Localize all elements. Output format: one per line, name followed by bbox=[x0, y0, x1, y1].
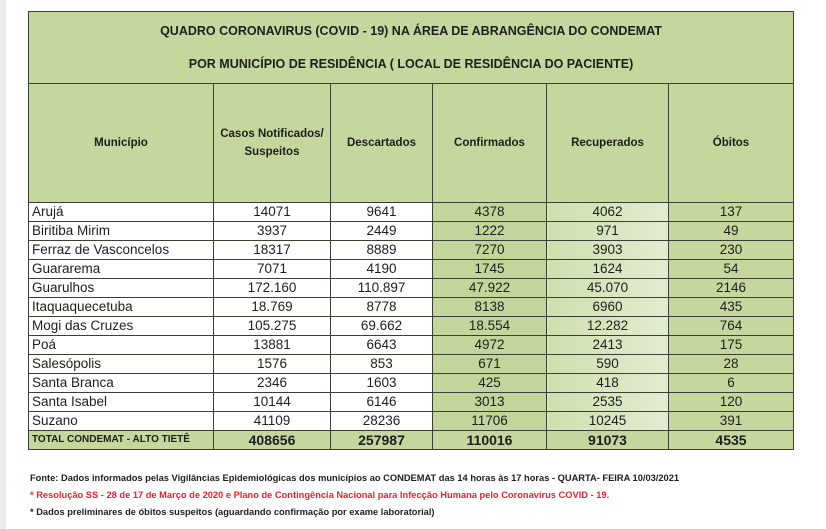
cell-recuperados: 45.070 bbox=[547, 279, 669, 298]
header-descartados: Descartados bbox=[331, 84, 433, 203]
cell-casos: 18317 bbox=[214, 241, 331, 260]
cell-casos: 13881 bbox=[214, 336, 331, 355]
cell-casos: 105.275 bbox=[214, 317, 331, 336]
cell-descartados: 28236 bbox=[331, 412, 433, 431]
table-row bbox=[29, 241, 794, 260]
header-municipio: Município bbox=[29, 84, 214, 203]
cell-casos: 14071 bbox=[214, 203, 331, 222]
cell-descartados: 1603 bbox=[331, 374, 433, 393]
cell-casos: 1576 bbox=[214, 355, 331, 374]
cell-confirmados: 1222 bbox=[433, 222, 547, 241]
cell-casos: 2346 bbox=[214, 374, 331, 393]
footnote-preliminary: * Dados preliminares de óbitos suspeitos (aguardando confirmação por exame laboratorial) bbox=[30, 507, 435, 517]
covid-table bbox=[28, 11, 794, 450]
cell-descartados: 8778 bbox=[331, 298, 433, 317]
table-row bbox=[29, 393, 794, 412]
cell-obitos: 2146 bbox=[669, 279, 794, 298]
cell-confirmados: 671 bbox=[433, 355, 547, 374]
footnote-source: Fonte: Dados informados pelas Vigilâncias Epidemiológicas dos municípios ao CONDEMAT das 14 horas às 17 horas - QUARTA- FEIRA 10/03/2021 bbox=[30, 473, 680, 483]
cell-descartados: 8889 bbox=[331, 241, 433, 260]
cell-obitos: 764 bbox=[669, 317, 794, 336]
cell-obitos: 120 bbox=[669, 393, 794, 412]
cell-descartados: 4190 bbox=[331, 260, 433, 279]
total-label: TOTAL CONDEMAT - ALTO TIETÊ bbox=[29, 431, 214, 450]
cell-obitos: 6 bbox=[669, 374, 794, 393]
cell-obitos: 28 bbox=[669, 355, 794, 374]
cell-municipio: Mogi das Cruzes bbox=[29, 317, 214, 336]
table-title bbox=[29, 12, 794, 84]
table-row bbox=[29, 317, 794, 336]
header-casos-line2: Suspeitos bbox=[244, 146, 300, 158]
cell-confirmados: 4378 bbox=[433, 203, 547, 222]
cell-casos: 7071 bbox=[214, 260, 331, 279]
cell-descartados: 69.662 bbox=[331, 317, 433, 336]
cell-casos: 41109 bbox=[214, 412, 331, 431]
cell-confirmados: 4972 bbox=[433, 336, 547, 355]
cell-descartados: 110.897 bbox=[331, 279, 433, 298]
cell-confirmados: 8138 bbox=[433, 298, 547, 317]
header-confirmados: Confirmados bbox=[433, 84, 547, 203]
table-row bbox=[29, 260, 794, 279]
cell-descartados: 2449 bbox=[331, 222, 433, 241]
cell-recuperados: 971 bbox=[547, 222, 669, 241]
title-line-1: QUADRO CORONAVIRUS (COVID - 19) NA ÁREA DE ABRANGÊNCIA DO CONDEMAT bbox=[160, 24, 662, 38]
cell-recuperados: 2535 bbox=[547, 393, 669, 412]
total-confirmados: 110016 bbox=[433, 431, 547, 450]
cell-obitos: 435 bbox=[669, 298, 794, 317]
footnotes bbox=[30, 470, 820, 521]
cell-municipio: Salesópolis bbox=[29, 355, 214, 374]
header-obitos: Óbitos bbox=[669, 84, 794, 203]
cell-descartados: 853 bbox=[331, 355, 433, 374]
cell-recuperados: 10245 bbox=[547, 412, 669, 431]
cell-casos: 3937 bbox=[214, 222, 331, 241]
cell-obitos: 175 bbox=[669, 336, 794, 355]
table-row bbox=[29, 279, 794, 298]
cell-recuperados: 4062 bbox=[547, 203, 669, 222]
header-recuperados: Recuperados bbox=[547, 84, 669, 203]
footnote-resolution: * Resolução SS - 28 de 17 de Março de 2020 e Plano de Contingência Nacional para Infecção Humana pelo Coronavírus COVID - 19. bbox=[30, 490, 610, 500]
left-edge-strip bbox=[0, 0, 6, 529]
cell-obitos: 49 bbox=[669, 222, 794, 241]
header-casos-line1: Casos Notificados/ bbox=[220, 128, 324, 140]
cell-recuperados: 1624 bbox=[547, 260, 669, 279]
cell-recuperados: 3903 bbox=[547, 241, 669, 260]
cell-municipio: Ferraz de Vasconcelos bbox=[29, 241, 214, 260]
table-row bbox=[29, 336, 794, 355]
cell-municipio: Guarulhos bbox=[29, 279, 214, 298]
cell-descartados: 9641 bbox=[331, 203, 433, 222]
cell-recuperados: 6960 bbox=[547, 298, 669, 317]
title-line-2: POR MUNICÍPIO DE RESIDÊNCIA ( LOCAL DE RESIDÊNCIA DO PACIENTE) bbox=[188, 57, 634, 71]
cell-municipio: Arujá bbox=[29, 203, 214, 222]
cell-municipio: Poá bbox=[29, 336, 214, 355]
cell-casos: 10144 bbox=[214, 393, 331, 412]
cell-obitos: 54 bbox=[669, 260, 794, 279]
cell-municipio: Suzano bbox=[29, 412, 214, 431]
total-row bbox=[29, 431, 794, 450]
table-row bbox=[29, 412, 794, 431]
total-casos: 408656 bbox=[214, 431, 331, 450]
cell-municipio: Guararema bbox=[29, 260, 214, 279]
cell-confirmados: 3013 bbox=[433, 393, 547, 412]
cell-confirmados: 11706 bbox=[433, 412, 547, 431]
table-row bbox=[29, 222, 794, 241]
cell-municipio: Biritiba Mirim bbox=[29, 222, 214, 241]
cell-municipio: Santa Isabel bbox=[29, 393, 214, 412]
cell-casos: 18.769 bbox=[214, 298, 331, 317]
covid-table-container bbox=[28, 11, 793, 450]
cell-recuperados: 590 bbox=[547, 355, 669, 374]
cell-municipio: Itaquaquecetuba bbox=[29, 298, 214, 317]
cell-casos: 172.160 bbox=[214, 279, 331, 298]
cell-recuperados: 2413 bbox=[547, 336, 669, 355]
cell-confirmados: 1745 bbox=[433, 260, 547, 279]
total-recuperados: 91073 bbox=[547, 431, 669, 450]
table-row bbox=[29, 374, 794, 393]
cell-confirmados: 7270 bbox=[433, 241, 547, 260]
total-descartados: 257987 bbox=[331, 431, 433, 450]
table-row bbox=[29, 203, 794, 222]
cell-descartados: 6146 bbox=[331, 393, 433, 412]
cell-confirmados: 47.922 bbox=[433, 279, 547, 298]
header-casos bbox=[214, 84, 331, 203]
cell-confirmados: 425 bbox=[433, 374, 547, 393]
cell-obitos: 137 bbox=[669, 203, 794, 222]
title-row bbox=[29, 12, 794, 84]
cell-municipio: Santa Branca bbox=[29, 374, 214, 393]
table-row bbox=[29, 298, 794, 317]
cell-obitos: 391 bbox=[669, 412, 794, 431]
table-row bbox=[29, 355, 794, 374]
header-row bbox=[29, 84, 794, 203]
cell-obitos: 230 bbox=[669, 241, 794, 260]
cell-recuperados: 418 bbox=[547, 374, 669, 393]
cell-recuperados: 12.282 bbox=[547, 317, 669, 336]
cell-descartados: 6643 bbox=[331, 336, 433, 355]
cell-confirmados: 18.554 bbox=[433, 317, 547, 336]
table-body bbox=[29, 203, 794, 431]
total-obitos: 4535 bbox=[669, 431, 794, 450]
